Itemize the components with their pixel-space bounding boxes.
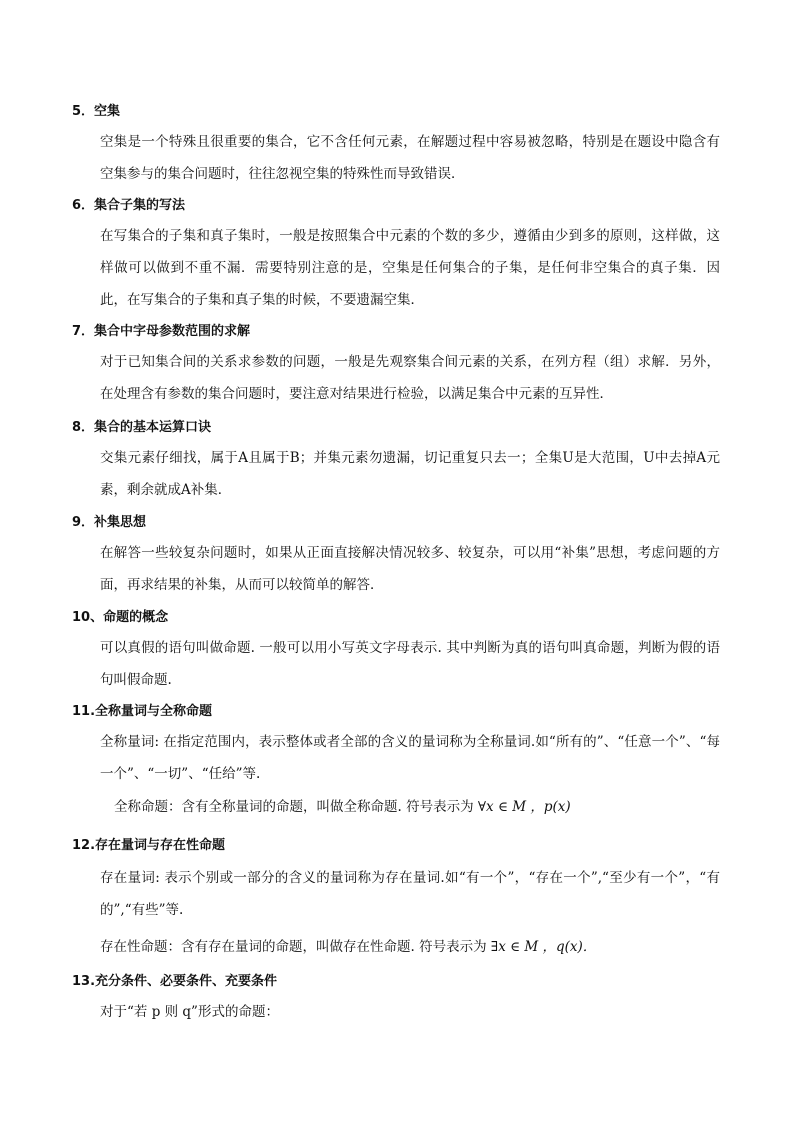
section-13-paragraph: 对于“若 p 则 q”形式的命题： [100, 1004, 279, 1020]
section-7-paragraph: 对于已知集合间的关系求参数的问题，一般是先观察集合间元素的关系，在列方程（组）求解．另外，在处理含有参数的集合问题时，要注意对结果进行检验，以满足集合中元素的互异性． [100, 354, 720, 402]
section-8-paragraph: 交集元素仔细找，属于A且属于B；并集元素勿遗漏，切记重复只去一；全集U是大范围，U中去掉A元素，剩余就成A补集． [100, 450, 720, 498]
section-5-paragraph: 空集是一个特殊且很重要的集合，它不含任何元素，在解题过程中容易被忽略，特别是在题设中隐含有空集参与的集合问题时，往往忽视空集的特殊性而导致错误． [100, 134, 720, 182]
universal-proposition-text: 全称命题：含有全称量词的命题，叫做全称命题. 符号表示为 [114, 799, 474, 815]
section-heading-8: 8．集合的基本运算口诀 [72, 420, 212, 435]
section-11-paragraph: 全称量词: 在指定范围内，表示整体或者全部的含义的量词称为全称量词.如“所有的”、“任意一个”、“每一个”、“一切”、“任给”等. [100, 734, 720, 782]
section-heading-7: 7．集合中字母参数范围的求解 [72, 324, 251, 339]
section-11-formula-line [114, 791, 734, 823]
section-heading-12: 12.存在量词与存在性命题 [72, 838, 226, 853]
section-heading-6: 6．集合子集的写法 [72, 198, 186, 213]
section-heading-9: 9．补集思想 [72, 515, 147, 530]
existential-proposition-text: 存在性命题：含有存在量词的命题，叫做存在性命题. 符号表示为 [100, 939, 487, 955]
section-heading-5: 5．空集 [72, 104, 121, 119]
section-12-formula-line [100, 931, 720, 963]
section-12-paragraph: 存在量词: 表示个别或一部分的含义的量词称为存在量词.如“有一个”，“存在一个”,“至少有一个”，“有的”,“有些”等. [100, 870, 720, 918]
section-9-paragraph: 在解答一些较复杂问题时，如果从正面直接解决情况较多、较复杂，可以用“补集”思想，考虑问题的方面，再求结果的补集，从而可以较简单的解答． [100, 545, 720, 593]
section-heading-13: 13.充分条件、必要条件、充要条件 [72, 974, 278, 989]
section-10-paragraph: 可以真假的语句叫做命题. 一般可以用小写英文字母表示. 其中判断为真的语句叫真命题，判断为假的语句叫假命题. [100, 640, 720, 688]
section-heading-11: 11.全称量词与全称命题 [72, 704, 213, 719]
existential-proposition-formula: ∃x ∈ M ，q(x)． [490, 939, 597, 955]
section-heading-10: 10、命题的概念 [72, 610, 169, 625]
universal-proposition-formula: ∀x ∈ M ，p(x) [477, 799, 571, 815]
section-6-paragraph: 在写集合的子集和真子集时，一般是按照集合中元素的个数的多少，遵循由少到多的原则，这样做，这样做可以做到不重不漏．需要特别注意的是，空集是任何集合的子集，是任何非空集合的真子集．因此，在写集合的子集和真子集的时候，不要遗漏空集． [100, 228, 720, 308]
